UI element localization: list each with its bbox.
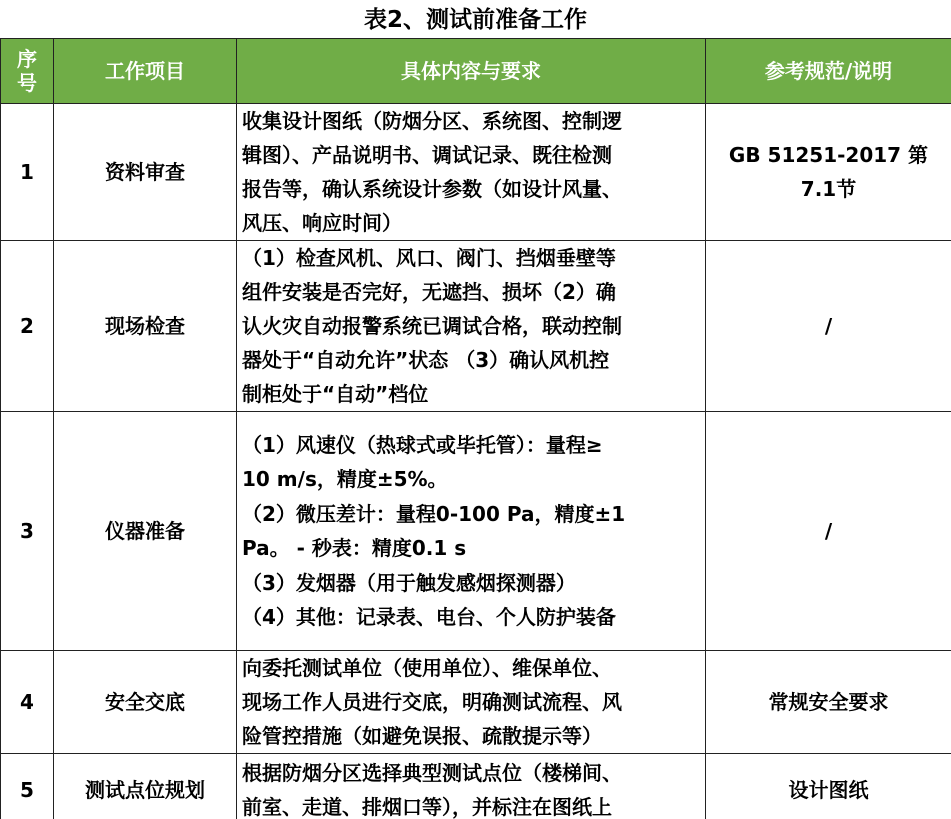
row-content-text: 收集设计图纸（防烟分区、系统图、控制逻 辑图）、产品说明书、调试记录、既往检测 报告等，确认系统设计参数（如设计风量、 风压、响应时间） bbox=[242, 109, 622, 235]
header-content: 具体内容与要求 bbox=[237, 39, 706, 104]
row-content bbox=[237, 412, 706, 651]
row-item: 测试点位规划 bbox=[54, 754, 237, 819]
table-title: 表2、测试前准备工作 bbox=[363, 7, 587, 33]
row-number: 5 bbox=[1, 754, 54, 819]
row-content bbox=[237, 104, 706, 241]
row-content bbox=[237, 651, 706, 754]
row-item: 仪器准备 bbox=[54, 412, 237, 651]
row-item: 安全交底 bbox=[54, 651, 237, 754]
row-reference-text: / bbox=[824, 314, 833, 338]
row-content bbox=[237, 754, 706, 819]
row-reference bbox=[706, 651, 951, 754]
table-row bbox=[1, 104, 951, 241]
row-content-text: （1）检查风机、风口、阀门、挡烟垂壁等 组件安装是否完好，无遮挡、损坏（2）确 认火灾自动报警系统已调试合格，联动控制 器处于“自动允许”状态 （3）确认风机控 制柜处于“自动”档位 bbox=[242, 246, 622, 406]
row-number: 4 bbox=[1, 651, 54, 754]
header-reference: 参考规范/说明 bbox=[706, 39, 951, 104]
row-content-text: 向委托测试单位（使用单位）、维保单位、 现场工作人员进行交底，明确测试流程、风 险管控措施（如避免误报、疏散提示等） bbox=[242, 656, 622, 748]
row-item: 资料审查 bbox=[54, 104, 237, 241]
row-content-text: 根据防烟分区选择典型测试点位（楼梯间、 前室、走道、排烟口等），并标注在图纸上 bbox=[242, 761, 622, 819]
row-content bbox=[237, 241, 706, 412]
row-reference bbox=[706, 241, 951, 412]
header-item: 工作项目 bbox=[54, 39, 237, 104]
table-row bbox=[1, 412, 951, 651]
row-reference-text: GB 51251-2017 第 7.1节 bbox=[728, 143, 929, 201]
row-number: 2 bbox=[1, 241, 54, 412]
row-number: 1 bbox=[1, 104, 54, 241]
table-row bbox=[1, 651, 951, 754]
preparation-table bbox=[0, 38, 951, 819]
row-number: 3 bbox=[1, 412, 54, 651]
row-reference-text: 常规安全要求 bbox=[768, 690, 889, 714]
row-reference-text: 设计图纸 bbox=[788, 778, 869, 802]
header-no-label: 序 号 bbox=[17, 47, 37, 95]
row-reference bbox=[706, 104, 951, 241]
row-reference bbox=[706, 754, 951, 819]
row-reference bbox=[706, 412, 951, 651]
table-row bbox=[1, 241, 951, 412]
table-row bbox=[1, 754, 951, 819]
row-reference-text: / bbox=[824, 519, 833, 543]
table-header-row bbox=[1, 39, 951, 104]
header-no bbox=[1, 39, 54, 104]
row-item: 现场检查 bbox=[54, 241, 237, 412]
row-content-text: （1）风速仪（热球式或毕托管）：量程≥ 10 m/s，精度±5%。 （2）微压差计：量程0-100 Pa，精度±1 Pa。 - 秒表：精度0.1 s （3）发烟器（用于触发感烟探测器） （4）其他：记录表、电台、个人防护装备 bbox=[242, 432, 626, 629]
